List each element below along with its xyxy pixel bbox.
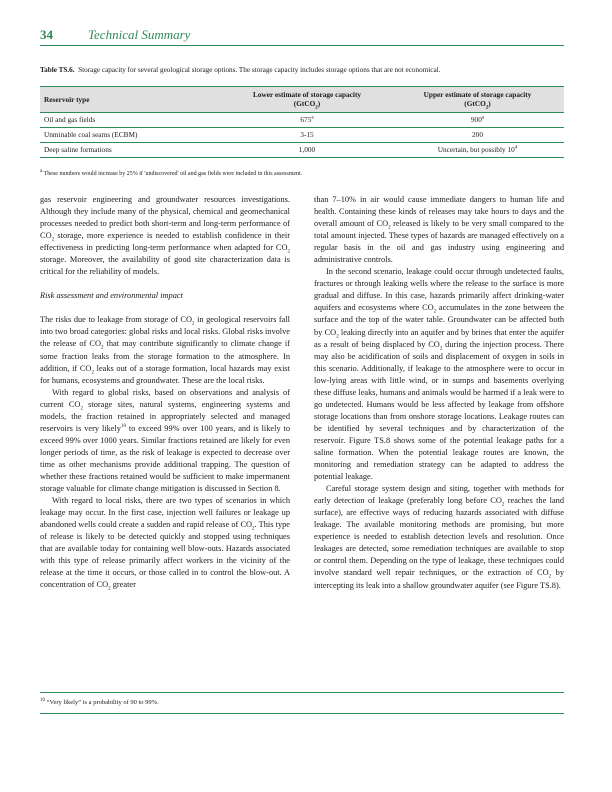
- page-footnote: $^{10}$ “Very likely” is a probability of 90 to 99%.: [40, 697, 159, 706]
- cell-lower-estimate: 675$^a$: [223, 112, 391, 127]
- table-caption-text: Storage capacity for several geological storage options. The storage capacity includes storage options that are not economical.: [78, 66, 441, 74]
- page-number: 34: [40, 27, 53, 42]
- cell-reservoir-type: Deep saline formations: [40, 142, 223, 157]
- running-header-title: Technical Summary: [88, 27, 191, 42]
- table-header-row: [40, 87, 564, 113]
- upper-estimate-unit: (GtCO$_2$): [464, 99, 491, 111]
- table-footnote: $^a$ These numbers would increase by 25% if 'undiscovered' oil and gas fields were included in this assessment.: [40, 169, 303, 177]
- body-paragraph: The risks due to leakage from storage of $CO_2$ in geological reservoirs fall into two broad categories: global risks and local risks. Global risks involve the release of $CO_2$ that may contribute significantly to climate change if some fraction leaks from the storage formation to the atmosphere. In addition, if $CO_2$ leaks out of a storage formation, local hazards may exist for humans, ecosystems and groundwater. These are the local risks.: [40, 315, 290, 385]
- table-caption-label: Table TS.6.: [40, 66, 75, 74]
- cell-lower-estimate: 1,000: [223, 142, 391, 157]
- lower-estimate-label: Lower estimate of storage capacity: [252, 90, 362, 99]
- body-paragraph: With regard to local risks, there are two types of scenarios in which leakage may occur. In the first case, injection well failures or leakage up abandoned wells could create a sudden and rapid release of $CO_2$. This type of release is likely to be detected quickly and stopped using techniques that are available today for containing well blow-outs. Hazards associated with this type of release primarily affect workers in the vicinity of the release at the time it occurs, or those called in to control the blow-out. A concentration of $CO_2$ greater: [40, 496, 291, 593]
- cell-upper-estimate: 200: [391, 127, 564, 142]
- col-header-upper-estimate: [391, 87, 564, 113]
- body-paragraph: Careful storage system design and siting, together with methods for early detection of leakage (preferably long before $CO_2$ reaches the land surface), are effective ways of reducing hazards associated with diffuse leakage. The available monitoring methods are promising, but more experience is needed to establish detection levels and resolution. Once leakages are detected, some remediation techniques are available to stop or control them. Depending on the type of leakage, these techniques could involve standard well repair techniques, or the extraction of $CO_2$ by intercepting its leak into a shallow groundwater aquifer (see Figure TS.8).: [314, 484, 564, 590]
- cell-upper-estimate: 900$^a$: [391, 112, 564, 127]
- upper-estimate-label: Upper estimate of storage capacity: [423, 90, 532, 99]
- table-row: [40, 127, 564, 142]
- subsection-heading: Risk assessment and environmental impact: [40, 291, 183, 301]
- cell-reservoir-type: Unminable coal seams (ECBM): [40, 127, 223, 142]
- storage-capacity-table: [40, 86, 564, 158]
- lower-estimate-unit: (GtCO$_2$): [293, 99, 321, 111]
- cell-upper-estimate: Uncertain, but possibly $10^4$: [391, 142, 564, 157]
- cell-reservoir-type: Oil and gas fields: [40, 112, 223, 127]
- body-paragraph: than 7–10% in air would cause immediate dangers to human life and health. Containing these kinds of releases may take hours to days and the overall amount of $CO_2$ released is likely to be very small compared to the total amount injected. These types of hazards are managed effectively on a regular basis in the oil and gas industry using engineering and administrative controls.: [314, 195, 564, 265]
- body-column-left: [40, 194, 290, 591]
- body-paragraph: gas reservoir engineering and groundwater resources investigations. Although they include many of the physical, chemical and geomechanical processes needed to predict both short-term and long-term performance of $CO_2$ storage, more experience is needed to establish confidence in their effectiveness in predicting long-term performance when adapted for $CO_2$ storage. Moreover, the availability of good site characterization data is critical for the reliability of models.: [40, 195, 290, 277]
- table-caption: [40, 66, 564, 74]
- cell-lower-estimate: 3-15: [223, 127, 391, 142]
- bottom-rule: [40, 713, 564, 714]
- table-row: [40, 112, 564, 127]
- col-header-reservoir-type: Reservoir type: [40, 87, 223, 113]
- footnote-ref: 10: [120, 424, 126, 430]
- body-paragraph: With regard to global risks, based on observations and analysis of current $CO_2$ storage sites, natural systems, engineering systems and models, the fraction retained in appropriately selected and managed reservoirs is very likely$^{10}$ to exceed 99% over 100 years, and is likely to exceed 99% over 1000 years. Similar fractions retained are likely for even longer periods of time, as the risk of leakage is expected to decrease over time as other mechanisms provide additional trapping. The question of whether these fractions retained would be sufficient to make impermanent storage valuable for climate change mitigation is discussed in Section 8.: [40, 387, 290, 494]
- header-rule: [40, 45, 564, 46]
- col-header-lower-estimate: [223, 87, 391, 113]
- body-column-right: [314, 194, 564, 592]
- table-row: [40, 142, 564, 157]
- body-paragraph: In the second scenario, leakage could occur through undetected faults, fractures or through leaking wells where the release to the surface is more gradual and diffuse. In this case, hazards primarily affect drinking-water aquifers and ecosystems where $CO_2$ accumulates in the zone between the surface and the top of the water table. Groundwater can be affected both by $CO_2$ leaking directly into an aquifer and by brines that enter the aquifer as a result of being displaced by $CO_2$ during the injection process. There may also be acidification of soils and displacement of oxygen in soils in this scenario. Additionally, if leakage to the atmosphere were to occur in low-lying areas with little wind, or in sumps and basements overlying these diffuse leaks, humans and animals would be harmed if a leak were to go undetected. Humans would be less affected by leakage from offshore storage locations than from onshore storage locations. Leakage routes can be identified by several techniques and by characterization of the reservoir. Figure TS.8 shows some of the potential leakage paths for a saline formation. When the potential leakage routes are known, the monitoring and remediation strategy can be adapted to address the potential leakage.: [314, 267, 564, 482]
- footnote-rule: [40, 692, 564, 693]
